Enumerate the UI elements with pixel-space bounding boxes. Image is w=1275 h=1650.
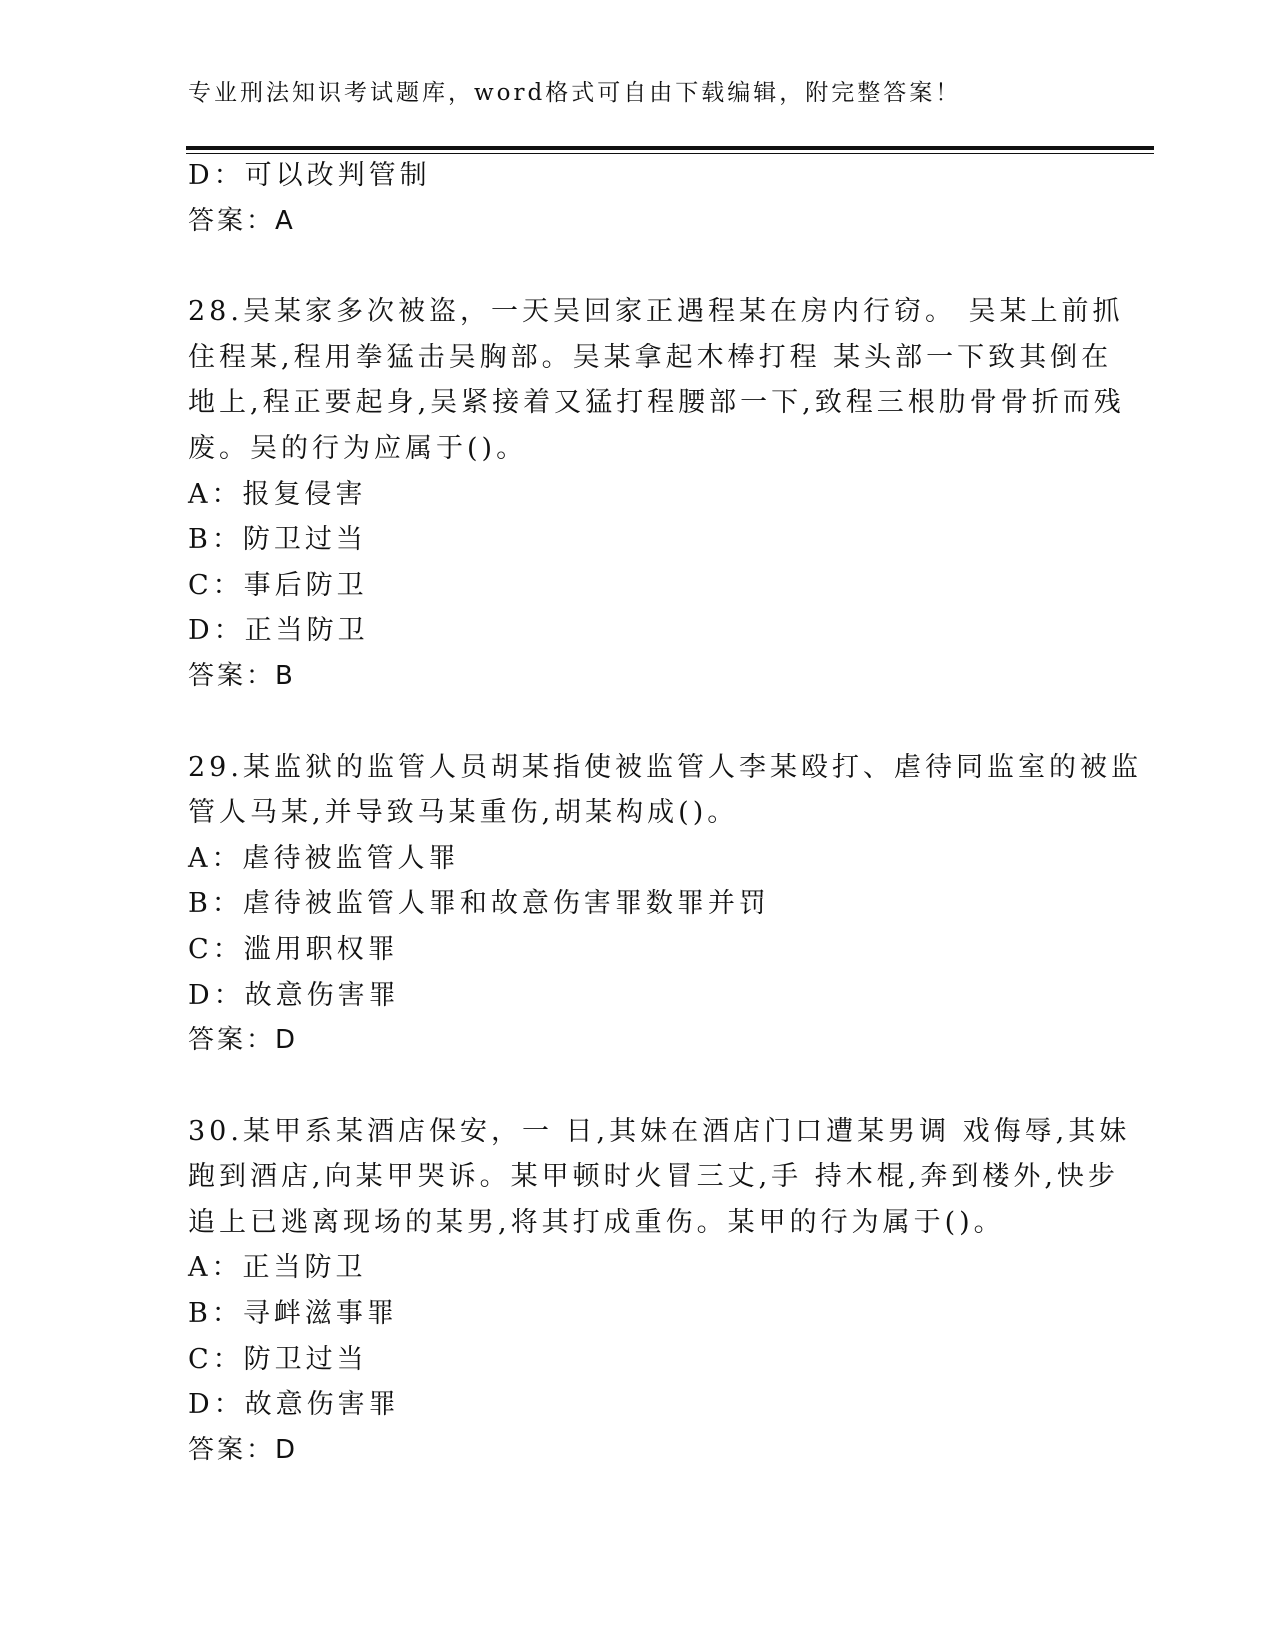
prev-answer: 答案：A	[188, 205, 296, 236]
question-line: 管人马某,并导致马某重伤,胡某构成()。	[188, 797, 739, 829]
option-c: C：滥用职权罪	[188, 933, 399, 965]
page-header: 专业刑法知识考试题库，word格式可自由下载编辑，附完整答案！	[188, 80, 962, 106]
question-line: 废。吴的行为应属于()。	[188, 432, 528, 464]
question-line: 追上已逃离现场的某男,将其打成重伤。某甲的行为属于()。	[188, 1206, 1005, 1238]
answer: 答案：D	[188, 1025, 299, 1056]
option-c: C：防卫过当	[188, 1343, 368, 1375]
question-30	[188, 1109, 1131, 1474]
option-b: B：寻衅滋事罪	[188, 1298, 398, 1330]
question-line: 地上,程正要起身,吴紧接着又猛打程腰部一下,致程三根肋骨骨折而残	[188, 387, 1125, 419]
header-rule-thick	[186, 146, 1154, 150]
question-28	[188, 289, 1125, 699]
question-line: 29.某监狱的监管人员胡某指使被监管人李某殴打、虐待同监室的被监	[188, 751, 1142, 783]
option-c: C：事后防卫	[188, 569, 368, 601]
question-29	[188, 745, 1142, 1064]
question-content	[188, 153, 1142, 1473]
question-line: 28.吴某家多次被盗，一天吴回家正遇程某在房内行窃。 吴某上前抓	[188, 296, 1124, 328]
option-d: D：正当防卫	[188, 615, 369, 647]
option-d: D：故意伤害罪	[188, 1389, 400, 1421]
question-line: 住程某,程用拳猛击吴胸部。吴某拿起木棒打程 某头部一下致其倒在	[188, 341, 1113, 373]
answer: 答案：B	[188, 660, 296, 691]
option-a: A：虐待被监管人罪	[188, 842, 460, 874]
answer: 答案：D	[188, 1434, 299, 1465]
option-a: A：正当防卫	[188, 1252, 367, 1284]
prev-option-d: D：可以改判管制	[188, 160, 431, 191]
question-line: 跑到酒店,向某甲哭诉。某甲顿时火冒三丈,手 持木棍,奔到楼外,快步	[188, 1161, 1119, 1193]
option-d: D：故意伤害罪	[188, 979, 400, 1011]
option-b: B：防卫过当	[188, 524, 367, 556]
option-b: B：虐待被监管人罪和故意伤害罪数罪并罚	[188, 888, 770, 920]
question-line: 30.某甲系某酒店保安，一 日,其妹在酒店门口遭某男调 戏侮辱,其妹	[188, 1115, 1131, 1147]
option-a: A：报复侵害	[188, 478, 367, 510]
